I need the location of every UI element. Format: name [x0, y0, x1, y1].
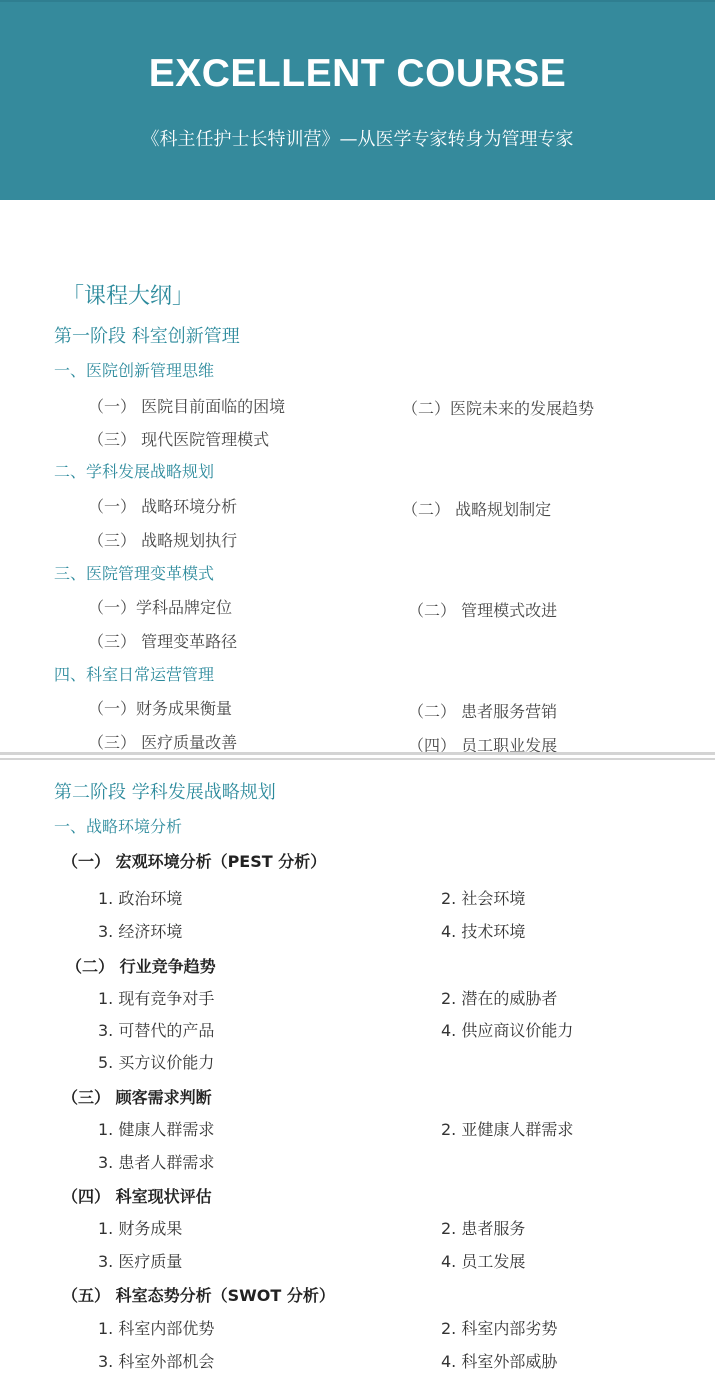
stage2-group-1-item-2: 2. 社会环境 — [441, 889, 526, 908]
stage1-section-4-item-4: （四） 员工职业发展 — [408, 736, 558, 755]
stage1-section-3-item-2: （二） 管理模式改进 — [408, 601, 558, 620]
stage1-section-4-item-3: （三） 医疗质量改善 — [88, 733, 238, 752]
section-divider — [0, 752, 715, 760]
header-banner — [0, 0, 715, 200]
stage1-section-1-item-2: （二）医院未来的发展趋势 — [402, 399, 595, 418]
outline-title: 「课程大纲」 — [62, 284, 195, 309]
stage1-section-2-title: 二、学科发展战略规划 — [54, 462, 215, 481]
stage2-group-5-title: （五） 科室态势分析（SWOT 分析） — [62, 1286, 335, 1305]
stage1-section-3-item-1: （一）学科品牌定位 — [88, 598, 233, 617]
stage2-group-1-item-4: 4. 技术环境 — [441, 922, 526, 941]
stage2-group-2-item-3: 3. 可替代的产品 — [98, 1021, 215, 1040]
stage2-group-3-item-3: 3. 患者人群需求 — [98, 1153, 215, 1172]
stage2-title: 第二阶段 学科发展战略规划 — [54, 782, 276, 803]
stage2-group-2-item-5: 5. 买方议价能力 — [98, 1053, 215, 1072]
course-subtitle: 《科主任护士长特训营》—从医学专家转身为管理专家 — [141, 129, 574, 150]
stage2-group-4-item-2: 2. 患者服务 — [441, 1219, 526, 1238]
stage2-group-5-item-1: 1. 科室内部优势 — [98, 1319, 215, 1338]
stage1-section-3-title: 三、医院管理变革模式 — [54, 564, 215, 583]
stage2-group-3-title: （三） 顾客需求判断 — [62, 1088, 212, 1107]
stage2-group-3-item-2: 2. 亚健康人群需求 — [441, 1120, 574, 1139]
stage2-section-title: 一、战略环境分析 — [54, 817, 183, 836]
stage2-group-2-item-1: 1. 现有竞争对手 — [98, 989, 215, 1008]
stage1-section-3-item-3: （三） 管理变革路径 — [88, 632, 238, 651]
stage2-group-4-item-1: 1. 财务成果 — [98, 1219, 183, 1238]
stage1-section-1-title: 一、医院创新管理思维 — [54, 361, 215, 380]
stage2-group-2-title: （二） 行业竞争趋势 — [66, 957, 216, 976]
stage2-group-5-item-2: 2. 科室内部劣势 — [441, 1319, 558, 1338]
stage1-section-2-item-1: （一） 战略环境分析 — [88, 497, 238, 516]
stage2-group-4-item-3: 3. 医疗质量 — [98, 1252, 183, 1271]
stage2-group-2-item-2: 2. 潜在的威胁者 — [441, 989, 558, 1008]
stage2-group-1-item-1: 1. 政治环境 — [98, 889, 183, 908]
stage1-title: 第一阶段 科室创新管理 — [54, 326, 240, 347]
stage2-group-5-item-4: 4. 科室外部威胁 — [441, 1352, 558, 1371]
stage2-group-5-item-3: 3. 科室外部机会 — [98, 1352, 215, 1371]
stage1-section-4-title: 四、科室日常运营管理 — [54, 665, 215, 684]
stage1-section-2-item-2: （二） 战略规划制定 — [402, 500, 552, 519]
stage2-group-4-item-4: 4. 员工发展 — [441, 1252, 526, 1271]
stage1-section-4-item-1: （一）财务成果衡量 — [88, 699, 233, 718]
stage1-section-1-item-3: （三） 现代医院管理模式 — [88, 430, 270, 449]
stage1-section-2-item-3: （三） 战略规划执行 — [88, 531, 238, 550]
stage1-section-1-item-1: （一） 医院目前面临的困境 — [88, 397, 286, 416]
stage2-group-1-title: （一） 宏观环境分析（PEST 分析） — [62, 852, 327, 871]
stage2-group-4-title: （四） 科室现状评估 — [62, 1187, 212, 1206]
stage2-group-2-item-4: 4. 供应商议价能力 — [441, 1021, 574, 1040]
stage2-group-3-item-1: 1. 健康人群需求 — [98, 1120, 215, 1139]
stage1-section-4-item-2: （二） 患者服务营销 — [408, 702, 558, 721]
course-title: EXCELLENT COURSE — [148, 52, 567, 95]
stage2-group-1-item-3: 3. 经济环境 — [98, 922, 183, 941]
